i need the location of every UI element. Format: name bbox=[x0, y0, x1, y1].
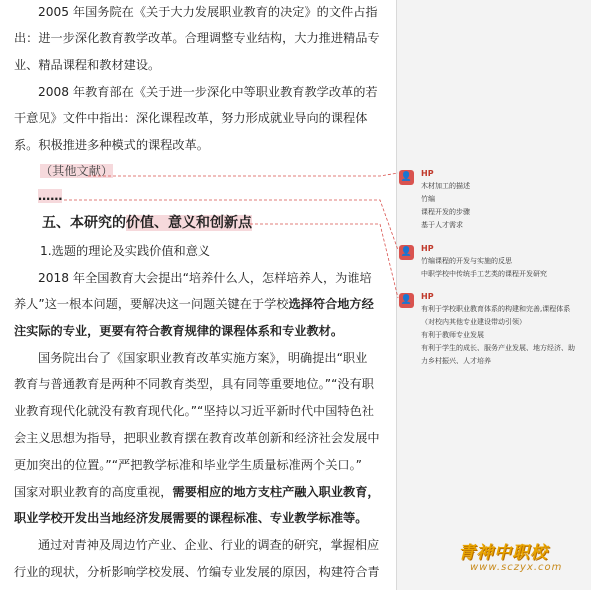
comment-line: 有利于学校职业教育体系的构建和完善,课程体系 bbox=[421, 305, 571, 313]
comment-line: （对校内其他专业建设带动引领） bbox=[421, 318, 526, 326]
comment-line: 课程开发的步骤 bbox=[421, 208, 470, 216]
paragraph-line: 国务院出台了《国家职业教育改革实施方案》，明确提出“职业 bbox=[38, 351, 368, 365]
comment-line: 有利于教师专业发展 bbox=[421, 331, 484, 339]
ellipsis-line bbox=[38, 188, 424, 204]
bold-text: 需要相应的地方支柱产融入职业教育， bbox=[172, 485, 380, 499]
comment-author: HP bbox=[421, 292, 434, 301]
watermark-title: 青神中职校 bbox=[458, 543, 548, 563]
user-icon: 👤 bbox=[399, 245, 414, 260]
comment-line: 力乡村振兴、人才培养 bbox=[421, 357, 491, 365]
comment-author: HP bbox=[421, 244, 434, 253]
user-icon: 👤 bbox=[399, 170, 414, 185]
paragraph-line: 行业的现状，分析影响学校发展、竹编专业发展的原因，构建符合青 bbox=[14, 565, 380, 579]
comment-line: 竹编课程的开发与实施的反思 bbox=[421, 257, 512, 265]
paragraph-line: 干意见》文件中指出：深化课程改革，努力形成就业导向的课程体 bbox=[14, 111, 368, 125]
heading-text: 五、本研究的 bbox=[42, 215, 126, 231]
paragraph-line: 教育与普通教育是两种不同教育类型，具有同等重要地位。”“没有职 bbox=[14, 377, 374, 391]
comment-line: 木材加工的描述 bbox=[421, 182, 470, 190]
text-span: 养人”这一根本问题，要解决这一问题关键在于学校 bbox=[14, 297, 289, 311]
comment-balloon[interactable] bbox=[399, 170, 587, 232]
comment-line: 竹编 bbox=[421, 195, 435, 203]
text-span: 国家对职业教育的高度重视， bbox=[14, 485, 173, 499]
paragraph-line: 更加突出的位置。”“严把教学标准和毕业学生质量标准两个关口。” bbox=[14, 458, 362, 472]
paragraph-line: 会主义思想为指导，把职业教育摆在教育改革创新和经济社会发展中 bbox=[14, 431, 380, 445]
comment-balloon[interactable] bbox=[399, 245, 587, 283]
comment-line: 基于人才需求 bbox=[421, 221, 463, 229]
comment-author: HP bbox=[421, 169, 434, 178]
paragraph-line: 业、精品课程和教材建设。 bbox=[14, 58, 161, 72]
paragraph-line: 出：进一步深化教育教学改革。合理调整专业结构，大力推进精品专 bbox=[14, 31, 380, 45]
other-references-placeholder bbox=[40, 163, 426, 179]
watermark-url: www.sczyx.com bbox=[470, 562, 563, 573]
commented-text[interactable]: …… bbox=[38, 189, 63, 203]
paragraph-line: 通过对青神及周边竹产业、企业、行业的调查的研究，掌握相应 bbox=[38, 538, 380, 552]
paragraph-line: 职业学校开发出当地经济发展需要的课程标准、专业教学标准等。 bbox=[14, 511, 368, 525]
paragraph-line: 2018 年全国教育大会提出“培养什么人，怎样培养人，为谁培 bbox=[38, 271, 372, 285]
paragraph-line bbox=[14, 296, 400, 312]
commented-text[interactable]: （其他文献） bbox=[40, 164, 114, 178]
section-heading bbox=[42, 215, 428, 231]
commented-text[interactable]: 价值、意义和创新点 bbox=[126, 215, 252, 231]
paragraph-line: 注实际的专业，更要有符合教育规律的课程体系和专业教材。 bbox=[14, 324, 344, 338]
comment-line: 中职学校中传统手工艺类的课程开发研究 bbox=[421, 270, 547, 278]
user-icon: 👤 bbox=[399, 293, 414, 308]
comment-line: 有利于学生的成长、服务产业发展、地方经济、助 bbox=[421, 344, 575, 352]
comment-balloon[interactable] bbox=[399, 293, 587, 369]
paragraph-line: 系。积极推进多种模式的课程改革。 bbox=[14, 138, 209, 152]
paragraph-line: 业教育现代化就没有教育现代化。”“坚持以习近平新时代中国特色社 bbox=[14, 404, 374, 418]
bold-text: 选择符合地方经 bbox=[288, 297, 374, 311]
paragraph-line: 2008 年教育部在《关于进一步深化中等职业教育教学改革的若 bbox=[38, 85, 378, 99]
paragraph-line bbox=[14, 484, 400, 500]
subheading: 1.选题的理论及实践价值和意义 bbox=[40, 244, 211, 258]
paragraph-line: 2005 年国务院在《关于大力发展职业教育的决定》的文件占指 bbox=[38, 5, 378, 19]
